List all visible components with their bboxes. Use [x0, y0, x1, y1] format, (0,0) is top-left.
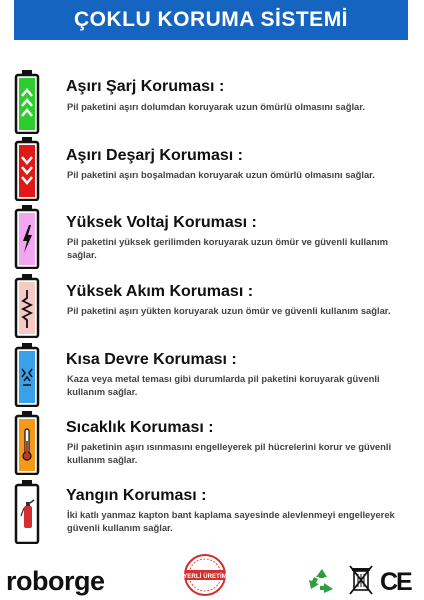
recycle-icon — [306, 567, 338, 595]
item-title: Yüksek Voltaj Koruması : — [66, 214, 257, 231]
battery-icon — [14, 70, 40, 134]
brand-logo: roborge — [6, 566, 105, 596]
item-description: Pil paketinin aşırı ısınmasını engelleyerek pil hücrelerini korur ve güvenli kullanım sağlar. — [67, 441, 392, 465]
item-title: Kısa Devre Koruması : — [66, 351, 237, 368]
item-description: Pil paketini aşırı boşalmadan koruyarak uzun ömürlü olmasını sağlar. — [67, 169, 375, 180]
item-title: Sıcaklık Koruması : — [66, 419, 214, 436]
item-description: Kaza veya metal teması gibi durumlarda pil paketini koruyarak güvenli kullanım sağlar. — [67, 373, 380, 397]
seal-text: YERLİ ÜRETİM — [183, 573, 227, 580]
battery-icon — [14, 343, 40, 407]
item-title: Yüksek Akım Koruması : — [66, 283, 254, 300]
item-title: Aşırı Şarj Koruması : — [66, 78, 225, 95]
page-title: ÇOKLU KORUMA SİSTEMİ — [14, 0, 408, 40]
crossed-bin-icon — [348, 564, 374, 596]
item-description: Pil paketini aşırı yükten koruyarak uzun ömür ve güvenli kullanım sağlar. — [67, 305, 391, 316]
item-title: Yangın Koruması : — [66, 487, 207, 504]
item-description: Pil paketini aşırı dolumdan koruyarak uzun ömürlü olmasını sağlar. — [67, 101, 365, 112]
battery-icon — [14, 205, 40, 269]
item-title: Aşırı Deşarj Koruması : — [66, 147, 243, 164]
battery-icon — [14, 480, 40, 544]
ce-mark-icon: CE — [380, 568, 411, 596]
yerli-uretim-seal-icon — [183, 553, 227, 597]
battery-icon — [14, 411, 40, 475]
battery-icon — [14, 137, 40, 201]
item-description: Pil paketini yüksek gerilimden koruyarak uzun ömür ve güvenli kullanım sağlar. — [67, 236, 388, 260]
item-description: İki katlı yanmaz kapton bant kaplama sayesinde alevlenmeyi engelleyerek güvenli kullanım sağlar. — [67, 509, 395, 533]
footer — [0, 548, 424, 600]
battery-icon — [14, 274, 40, 338]
